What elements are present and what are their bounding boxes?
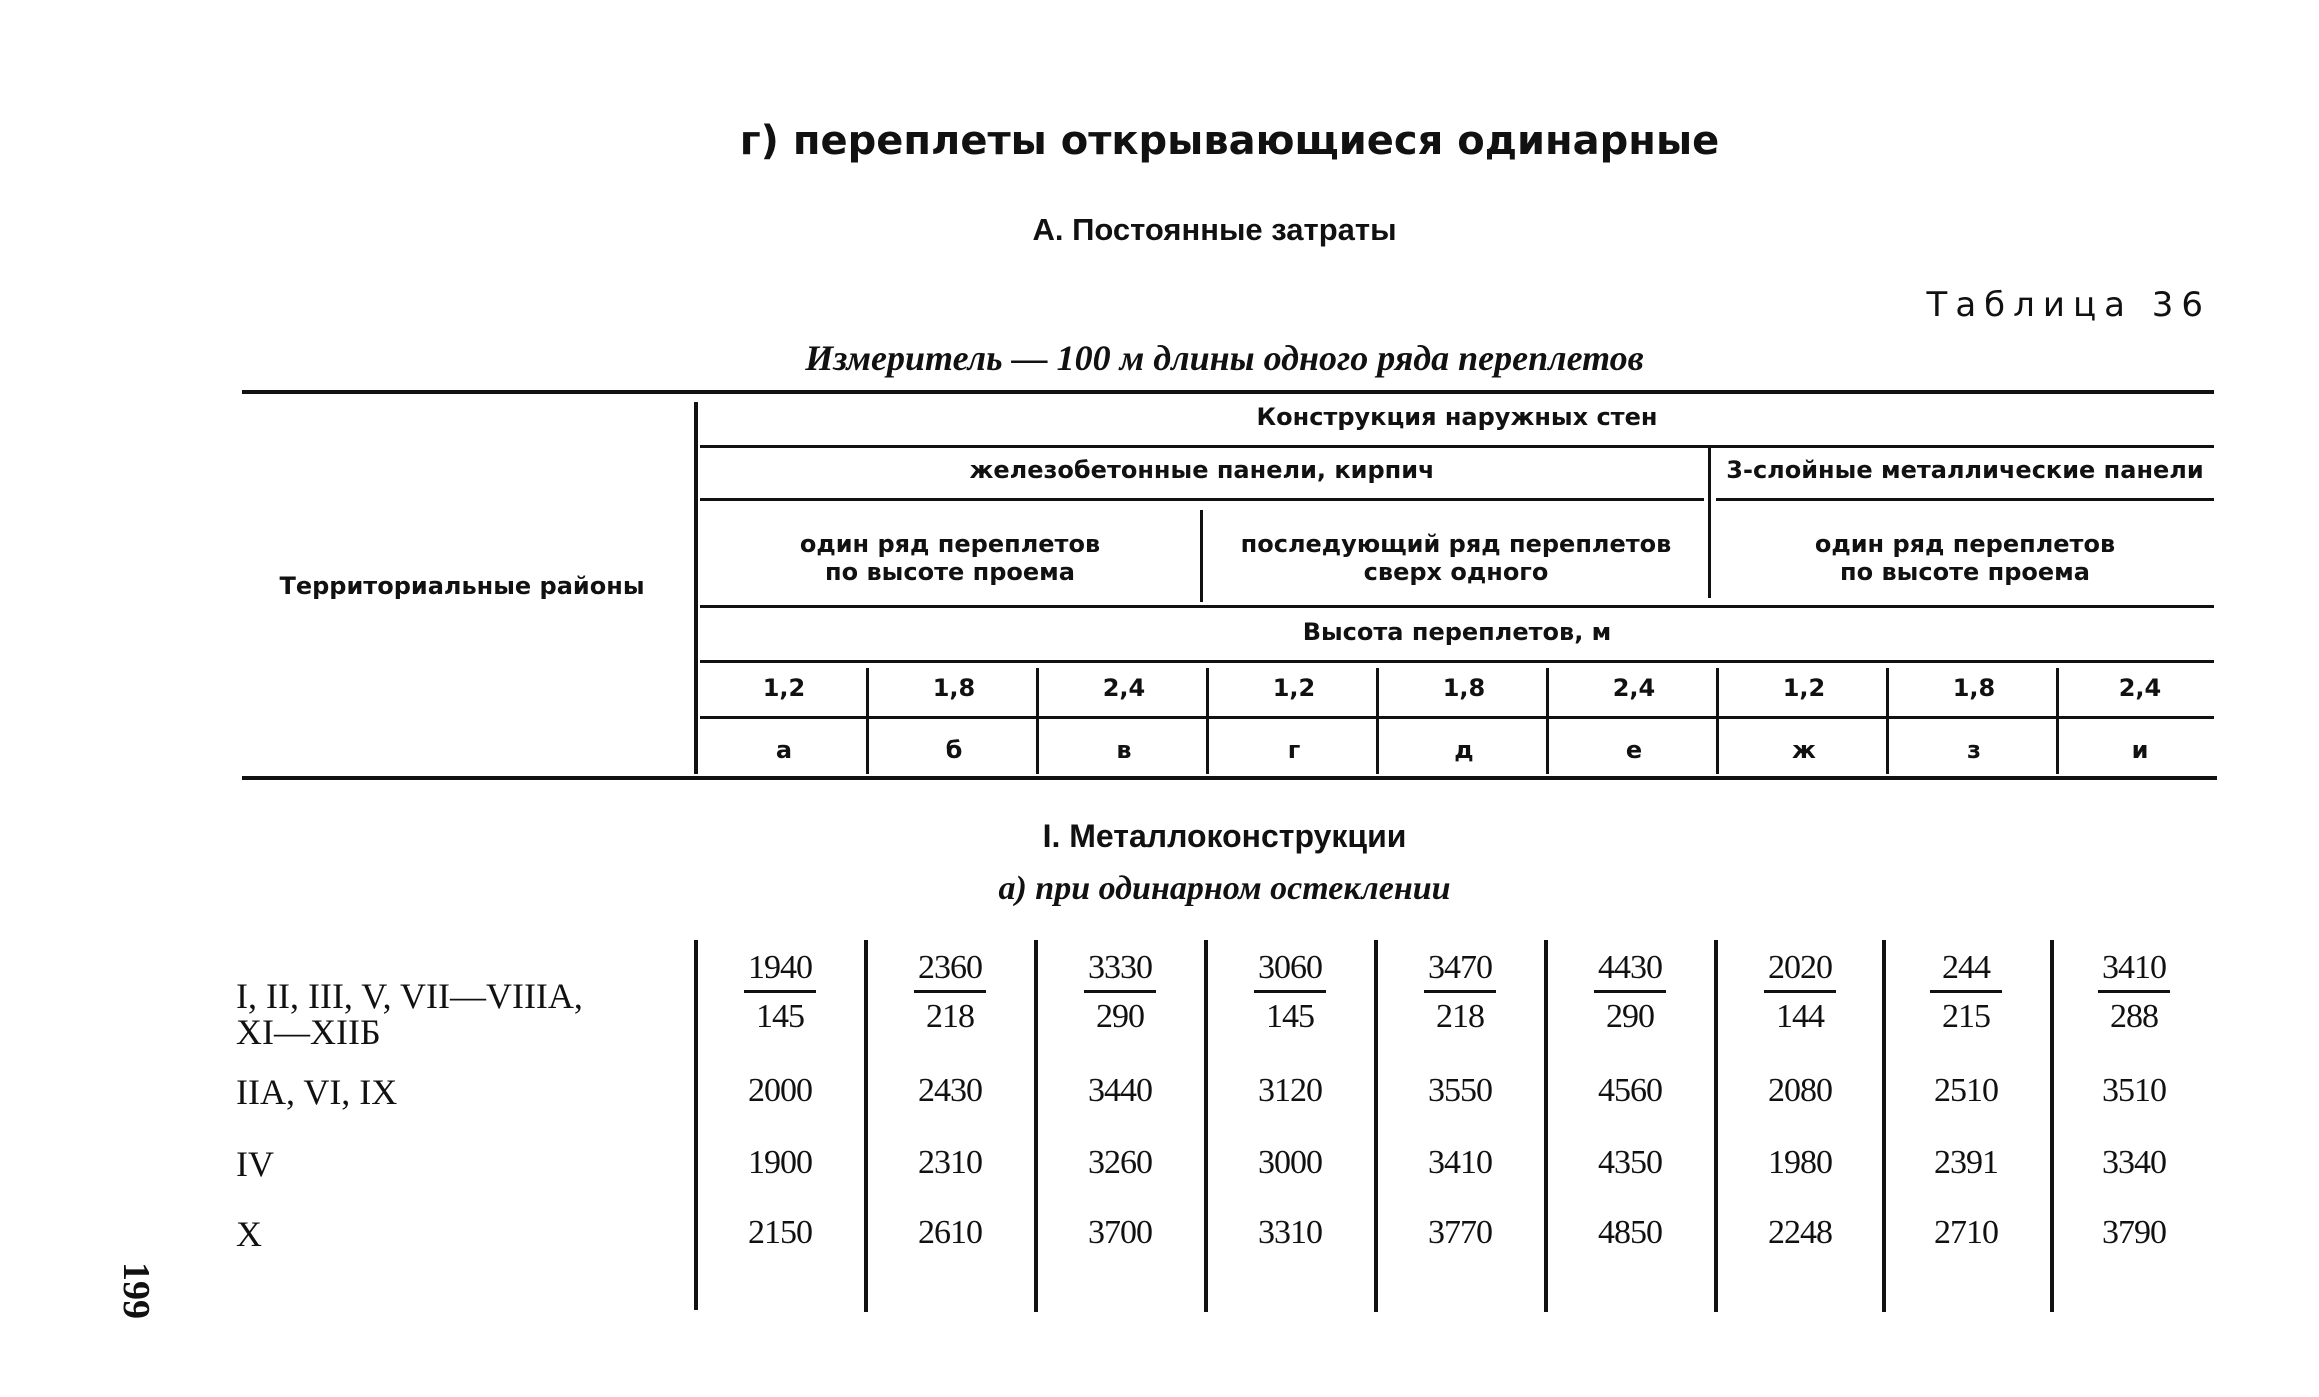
value-cell: 1900: [748, 1144, 812, 1181]
denominator: 218: [1436, 998, 1484, 1035]
letter-cell: в: [1116, 736, 1132, 764]
value-cell: 2710: [1934, 1214, 1998, 1251]
region-cell: X: [236, 1214, 262, 1254]
subgroup-one-row-line1: один ряд переплетов: [799, 530, 1101, 558]
denominator: 215: [1942, 998, 1990, 1035]
header-col-divider: [2056, 668, 2059, 774]
group-reinforced-concrete: железобетонные панели, кирпич: [969, 456, 1435, 484]
letter-cell: и: [2131, 736, 2149, 764]
value-cell: 2248: [1768, 1214, 1832, 1251]
numerator: 3060: [1258, 949, 1322, 986]
value-cell: 2391: [1934, 1144, 1998, 1181]
value-cell: 2430: [918, 1072, 982, 1109]
rule-below-height-label: [700, 660, 2214, 663]
numerator: 3330: [1088, 949, 1152, 986]
fraction-bar: [1424, 990, 1496, 993]
numerator: 3410: [2102, 949, 2166, 986]
section-title: I. Металлоконструкции: [1042, 818, 1407, 854]
rule-below-groups-left: [700, 498, 1704, 501]
denominator: 145: [756, 998, 804, 1035]
height-cell: 1,8: [932, 674, 976, 702]
subtitle: А. Постоянные затраты: [1032, 212, 1397, 247]
header-vertical-divider: [694, 402, 698, 774]
main-title: г) переплеты открывающиеся одинарные: [739, 118, 1720, 164]
height-cell: 1,2: [1782, 674, 1826, 702]
height-cell: 2,4: [1612, 674, 1656, 702]
body-col-divider: [1034, 940, 1038, 1312]
value-cell: 3550: [1428, 1072, 1492, 1109]
height-cell: 1,2: [1272, 674, 1316, 702]
group-divider: [1708, 448, 1711, 598]
value-cell: 2310: [918, 1144, 982, 1181]
body-col-divider: [1714, 940, 1718, 1312]
subgroup-metal-line2: по высоте проема: [1840, 558, 2090, 586]
fraction-cell: [870, 948, 1030, 1037]
denominator: 290: [1096, 998, 1144, 1035]
numerator: 4430: [1598, 949, 1662, 986]
value-cell: 3790: [2102, 1214, 2166, 1251]
denominator: 145: [1266, 998, 1314, 1035]
numerator: 244: [1942, 949, 1990, 986]
region-line2: XI—XIIБ: [236, 1012, 381, 1052]
value-cell: 3260: [1088, 1144, 1152, 1181]
fraction-bar: [1764, 990, 1836, 993]
numerator: 2360: [918, 949, 982, 986]
meter-caption: Измеритель — 100 м длины одного ряда переплетов: [805, 338, 1644, 378]
body-col-divider: [1204, 940, 1208, 1312]
fraction-cell: [1550, 948, 1710, 1037]
subgroup-one-row-line2: по высоте проема: [825, 558, 1075, 586]
letter-cell: ж: [1792, 736, 1816, 764]
region-line1: I, II, III, V, VII—VIIIA,: [236, 976, 583, 1016]
table-number: Таблица 36: [1926, 285, 2211, 325]
value-cell: 3410: [1428, 1144, 1492, 1181]
value-cell: 3000: [1258, 1144, 1322, 1181]
fraction-bar: [1594, 990, 1666, 993]
header-col-divider: [1036, 668, 1039, 774]
rule-below-groups-right: [1716, 498, 2214, 501]
subgroup-one-row: [700, 530, 1200, 586]
region-cell: [236, 978, 583, 1050]
rule-below-subgroups: [700, 605, 2214, 608]
height-cell: 1,8: [1442, 674, 1486, 702]
subgroup-next-row-line2: сверх одного: [1363, 558, 1549, 586]
denominator: 290: [1606, 998, 1654, 1035]
header-col-divider: [1546, 668, 1549, 774]
value-cell: 4560: [1598, 1072, 1662, 1109]
value-cell: 2080: [1768, 1072, 1832, 1109]
header-col-divider: [1376, 668, 1379, 774]
region-cell: IV: [236, 1144, 274, 1184]
numerator: 2020: [1768, 949, 1832, 986]
subgroup-metal-line1: один ряд переплетов: [1814, 530, 2116, 558]
row-label-header: Территориальные районы: [279, 572, 645, 600]
subgroup-metal-one-row: [1716, 530, 2214, 586]
numerator: 3470: [1428, 949, 1492, 986]
fraction-cell: [2054, 948, 2214, 1037]
letter-cell: з: [1967, 736, 1981, 764]
letter-cell: д: [1454, 736, 1474, 764]
group-metal-panels: 3-слойные металлические панели: [1726, 456, 2204, 484]
value-cell: 3120: [1258, 1072, 1322, 1109]
numerator: 1940: [748, 949, 812, 986]
section-subtitle: а) при одинарном остеклении: [998, 870, 1451, 907]
value-cell: 3700: [1088, 1214, 1152, 1251]
fraction-bar: [1254, 990, 1326, 993]
denominator: 288: [2110, 998, 2158, 1035]
value-cell: 3340: [2102, 1144, 2166, 1181]
fraction-cell: [700, 948, 860, 1037]
value-cell: 3770: [1428, 1214, 1492, 1251]
body-col-divider: [864, 940, 868, 1312]
header-col-divider: [866, 668, 869, 774]
subgroup-next-row-line1: последующий ряд переплетов: [1240, 530, 1672, 558]
fraction-cell: [1380, 948, 1540, 1037]
denominator: 144: [1776, 998, 1824, 1035]
body-col-divider: [1374, 940, 1378, 1312]
value-cell: 3310: [1258, 1214, 1322, 1251]
header-top-rule: [242, 390, 2214, 394]
fraction-cell: [1886, 948, 2046, 1037]
header-col-divider: [1206, 668, 1209, 774]
value-cell: 2150: [748, 1214, 812, 1251]
height-cell: 2,4: [1102, 674, 1146, 702]
value-cell: 4350: [1598, 1144, 1662, 1181]
fraction-bar: [1930, 990, 2002, 993]
height-cell: 2,4: [2118, 674, 2162, 702]
fraction-cell: [1720, 948, 1880, 1037]
region-cell: IIA, VI, IX: [236, 1072, 398, 1112]
letter-cell: б: [945, 736, 963, 764]
height-cell: 1,8: [1952, 674, 1996, 702]
letter-cell: г: [1287, 736, 1301, 764]
fraction-bar: [914, 990, 986, 993]
value-cell: 2610: [918, 1214, 982, 1251]
header-col-divider: [1716, 668, 1719, 774]
construction-header: Конструкция наружных стен: [1256, 403, 1658, 431]
subgroup-next-row: [1206, 530, 1706, 586]
body-col-divider: [1544, 940, 1548, 1312]
page-number: 199: [115, 1262, 157, 1319]
value-cell: 2510: [1934, 1072, 1998, 1109]
fraction-cell: [1040, 948, 1200, 1037]
value-cell: 4850: [1598, 1214, 1662, 1251]
value-cell: 1980: [1768, 1144, 1832, 1181]
value-cell: 3440: [1088, 1072, 1152, 1109]
subgroup-divider: [1200, 510, 1203, 602]
fraction-bar: [2098, 990, 2170, 993]
header-bottom-rule: [242, 776, 2217, 780]
fraction-cell: [1210, 948, 1370, 1037]
value-cell: 2000: [748, 1072, 812, 1109]
value-cell: 3510: [2102, 1072, 2166, 1109]
rule-below-construction: [700, 445, 2214, 448]
letter-cell: а: [775, 736, 793, 764]
fraction-bar: [1084, 990, 1156, 993]
height-cell: 1,2: [762, 674, 806, 702]
height-label: Высота переплетов, м: [1302, 618, 1612, 646]
letter-cell: е: [1625, 736, 1643, 764]
header-col-divider: [1886, 668, 1889, 774]
fraction-bar: [744, 990, 816, 993]
body-col-divider: [694, 940, 698, 1310]
denominator: 218: [926, 998, 974, 1035]
rule-below-heights: [700, 716, 2214, 719]
